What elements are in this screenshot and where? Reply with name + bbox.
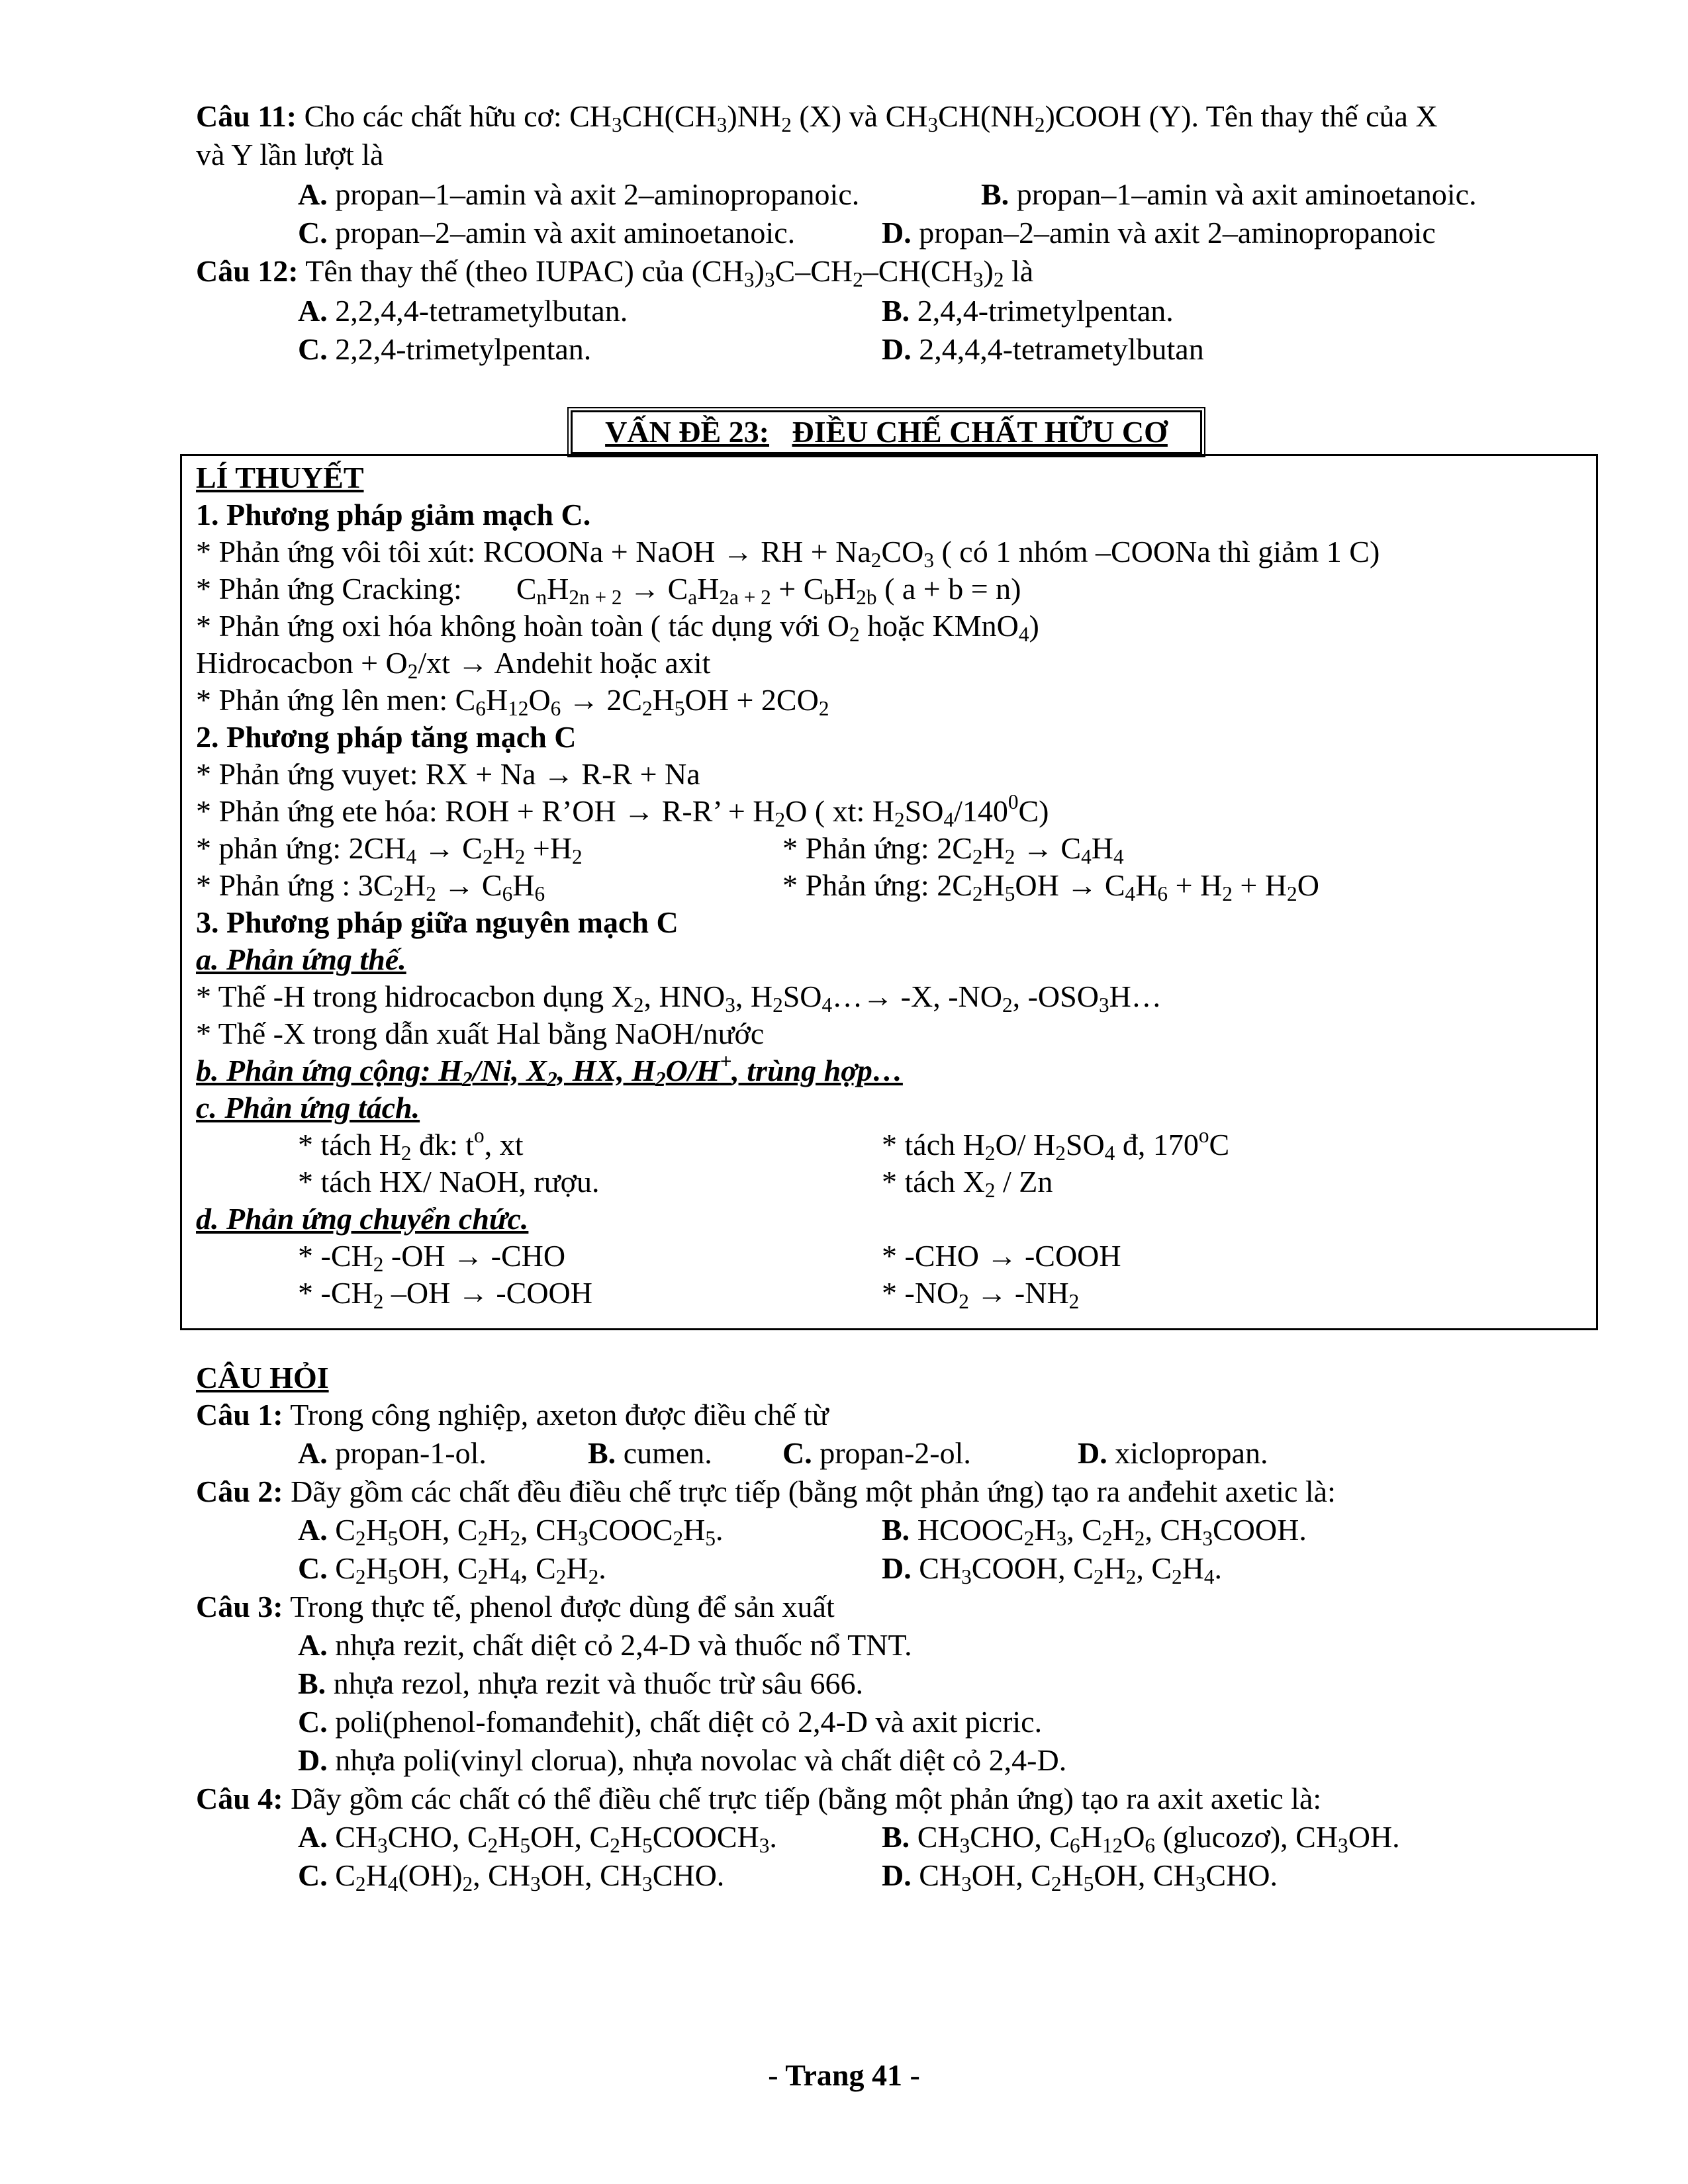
tach-hx-line: * tách HX/ NaOH, rượu. bbox=[298, 1165, 600, 1199]
q12-option-b[interactable]: B. 2,4,4-trimetylpentan. bbox=[882, 294, 1174, 328]
q12-stem: Câu 12: Tên thay thế (theo IUPAC) của $(CH_3)_3C-CH_2-CH(CH_3)_2$ là bbox=[196, 254, 1034, 291]
q4-option-d[interactable]: D. $CH_3OH$, $C_2H_5OH$, $CH_3CHO$. bbox=[882, 1858, 1278, 1895]
q11-option-a[interactable]: A. propan–1–amin và axit 2–aminopropanoic. bbox=[298, 177, 860, 211]
q2-option-a[interactable]: A. $C_2H_5OH$, $C_2H_2$, $CH_3COOC_2H_5$. bbox=[298, 1513, 724, 1550]
q1-option-b[interactable]: B. cumen. bbox=[588, 1436, 712, 1470]
section-title: VẤN ĐỀ 23: ĐIỀU CHẾ CHẤT HỮU CƠ bbox=[571, 410, 1202, 454]
questions-heading: CÂU HỎI bbox=[196, 1361, 329, 1394]
q4-option-b[interactable]: B. $CH_3CHO$, $C_6H_{12}O_6$ (glucozơ), $CH_3OH$. bbox=[882, 1820, 1400, 1857]
tach-x2-line: * tách $X_2$ / Zn bbox=[882, 1165, 1053, 1202]
ete-hoa-line: * Phản ứng ete hóa: ROH + R’OH → R-R’ + $H_2O$ ( xt: $H_2SO_4/140^0C$) bbox=[196, 790, 1049, 831]
q2-option-d[interactable]: D. $CH_3COOH$, $C_2H_2$, $C_2H_4$. bbox=[882, 1551, 1223, 1588]
subsection-a-title: a. Phản ứng thế. bbox=[196, 942, 406, 976]
q3-option-a[interactable]: A. nhựa rezit, chất diệt cỏ 2,4-D và thuốc nổ TNT. bbox=[298, 1628, 912, 1662]
q2-option-c[interactable]: C. $C_2H_5OH$, $C_2H_4$, $C_2H_2$. bbox=[298, 1551, 606, 1588]
chuyen-chuc-2: * -CHO → -COOH bbox=[882, 1239, 1121, 1273]
q1-option-d[interactable]: D. xiclopropan. bbox=[1078, 1436, 1268, 1470]
method2-title: 2. Phương pháp tăng mạch C bbox=[196, 720, 577, 754]
subsection-b-title: b. Phản ứng cộng: $H_2/Ni$, $X_2$, HX, $H_2O/H^+$, trùng hợp… bbox=[196, 1050, 903, 1091]
q3-option-b[interactable]: B. nhựa rezol, nhựa rezit và thuốc trừ sâu 666. bbox=[298, 1666, 863, 1700]
q4-stem: Câu 4: Dãy gồm các chất có thể điều chế trực tiếp (bằng một phản ứng) tạo ra axit axetic là: bbox=[196, 1782, 1322, 1815]
reaction-c2h2-dimer: * Phản ứng: $2C_2H_2 \to C_4H_4$ bbox=[782, 831, 1124, 868]
method1-title: 1. Phương pháp giảm mạch C. bbox=[196, 498, 591, 531]
method3-title: 3. Phương pháp giữa nguyên mạch C bbox=[196, 905, 679, 939]
oxi-hoa-line: * Phản ứng oxi hóa không hoàn toàn ( tác dụng với $O_2$ hoặc KMnO$_4$) bbox=[196, 609, 1039, 646]
cracking-line: * Phản ứng Cracking: $C_nH_{2n + 2} \to C_aH_{2a + 2} + C_bH_{2b}$ ( a + b = n) bbox=[196, 572, 1021, 609]
q3-option-d[interactable]: D. nhựa poli(vinyl clorua), nhựa novolac và chất diệt cỏ 2,4-D. bbox=[298, 1743, 1067, 1777]
q11-option-b[interactable]: B. propan–1–amin và axit aminoetanoic. bbox=[981, 177, 1477, 211]
chuyen-chuc-1: * $-CH_2$ -OH → -CHO bbox=[298, 1239, 566, 1276]
the-h-line: * Thế -H trong hidrocacbon dụng $X_2$, $HNO_3$, $H_2SO_4\dots\to -X$, $-NO_2$, $-OSO_3H\dots$ bbox=[196, 979, 1162, 1017]
q3-option-c[interactable]: C. poli(phenol-fomanđehit), chất diệt cỏ 2,4-D và axit picric. bbox=[298, 1705, 1043, 1739]
q11-option-d[interactable]: D. propan–2–amin và axit 2–aminopropanoic bbox=[882, 216, 1436, 250]
reaction-c2h5oh: * Phản ứng: $2C_2H_5OH \to C_4H_6 + H_2 + H_2O$ bbox=[782, 868, 1319, 905]
the-x-line: * Thế -X trong dẫn xuất Hal bằng NaOH/nước bbox=[196, 1017, 765, 1050]
q1-option-c[interactable]: C. propan-2-ol. bbox=[782, 1436, 971, 1470]
q3-stem: Câu 3: Trong thực tế, phenol được dùng để sản xuất bbox=[196, 1590, 835, 1623]
hidrocacbon-line: Hidrocacbon + $O_2/xt$ → Andehit hoặc axit bbox=[196, 646, 711, 683]
q1-stem: Câu 1: Trong công nghiệp, axeton được điều chế từ bbox=[196, 1398, 829, 1432]
chuyen-chuc-3: * $-CH_2$ –OH → -COOH bbox=[298, 1276, 592, 1313]
voi-toi-xut-line: * Phản ứng vôi tôi xút: RCOONa + NaOH → RH + $Na_2CO_3$ ( có 1 nhóm –COONa thì giảm 1 C) bbox=[196, 535, 1380, 572]
q2-stem: Câu 2: Dãy gồm các chất đều điều chế trực tiếp (bằng một phản ứng) tạo ra anđehit axetic là: bbox=[196, 1475, 1336, 1508]
subsection-c-title: c. Phản ứng tách. bbox=[196, 1091, 420, 1124]
chuyen-chuc-4: * $-NO_2 \to -NH_2$ bbox=[882, 1276, 1080, 1313]
tach-h2-line: * tách $H_2$ đk: $t^o$, xt bbox=[298, 1124, 524, 1165]
q4-option-a[interactable]: A. $CH_3CHO$, $C_2H_5OH$, $C_2H_5COOCH_3$. bbox=[298, 1820, 777, 1857]
reaction-ch4: * phản ứng: $2CH_4 \to C_2H_2 +H_2$ bbox=[196, 831, 583, 868]
subsection-d-title: d. Phản ứng chuyển chức. bbox=[196, 1202, 529, 1236]
reaction-c2h2-trimer: * Phản ứng : $3C_2H_2 \to C_6H_6$ bbox=[196, 868, 545, 905]
len-men-line: * Phản ứng lên men: $C_6H_{12}O_6 \to 2C_2H_5OH + 2CO_2$ bbox=[196, 683, 829, 720]
theory-heading: LÍ THUYẾT bbox=[196, 461, 364, 494]
q4-option-c[interactable]: C. $C_2H_4(OH)_2$, $CH_3OH$, $CH_3CHO$. bbox=[298, 1858, 725, 1895]
tach-h2o-line: * tách $H_2O/$ $H_2SO_4$ đ, 170$^o$C bbox=[882, 1124, 1230, 1165]
q2-option-b[interactable]: B. $HCOOC_2H_3$, $C_2H_2$, $CH_3COOH$. bbox=[882, 1513, 1307, 1550]
q11-option-c[interactable]: C. propan–2–amin và axit aminoetanoic. bbox=[298, 216, 796, 250]
page-number: - Trang 41 - bbox=[768, 2058, 920, 2092]
vuyet-line: * Phản ứng vuyet: RX + Na → R-R + Na bbox=[196, 757, 700, 791]
q12-option-a[interactable]: A. 2,2,4,4-tetrametylbutan. bbox=[298, 294, 628, 328]
q11-stem: Câu 11: Cho các chất hữu cơ: $CH_3CH(CH_3)NH_2$ (X) và $CH_3CH(NH_2)COOH$ (Y). Tên thay thế của X bbox=[196, 99, 1438, 136]
q12-option-c[interactable]: C. 2,2,4-trimetylpentan. bbox=[298, 332, 592, 366]
q12-option-d[interactable]: D. 2,4,4,4-tetrametylbutan bbox=[882, 332, 1204, 366]
q1-option-a[interactable]: A. propan-1-ol. bbox=[298, 1436, 487, 1470]
q11-stem-line2: và Y lần lượt là bbox=[196, 138, 384, 171]
